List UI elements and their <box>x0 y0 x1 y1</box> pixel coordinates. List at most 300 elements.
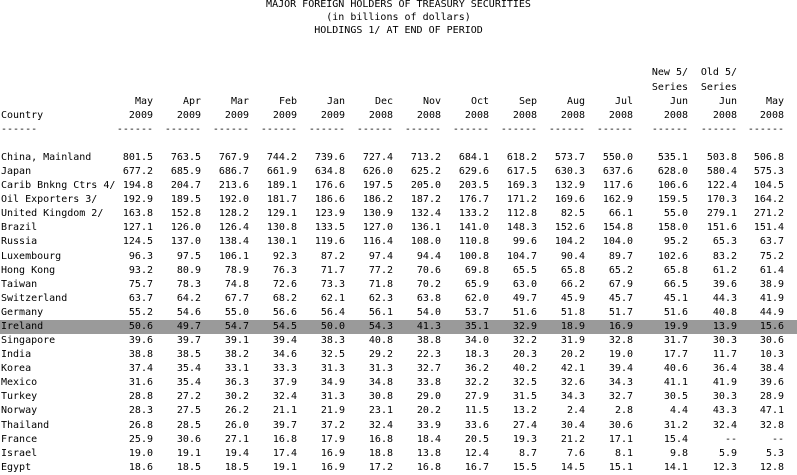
holding-value: 71.8 <box>368 279 393 290</box>
holding-value: 90.4 <box>560 251 585 262</box>
holding-value: 38.8 <box>128 349 153 360</box>
column-header-rule: ------ <box>356 124 393 135</box>
holding-value: 104.7 <box>506 251 537 262</box>
holding-value: 169.3 <box>506 180 537 191</box>
holding-value: 80.9 <box>176 265 201 276</box>
holding-value: 40.6 <box>663 363 688 374</box>
holding-value: 25.9 <box>128 434 153 445</box>
holding-value: 550.0 <box>602 152 633 163</box>
country-name: Oil Exporters 3/ <box>1 194 98 205</box>
country-name: Carib Bnkng Ctrs 4/ <box>1 180 116 191</box>
holding-value: 65.5 <box>512 265 537 276</box>
holding-value: 40.8 <box>712 307 737 318</box>
column-year-header: 2008 <box>759 110 784 121</box>
holding-value: 69.8 <box>464 265 489 276</box>
holding-value: 17.4 <box>272 448 297 459</box>
holding-value: 26.0 <box>224 420 249 431</box>
column-header-rule: ------ <box>700 124 737 135</box>
holding-value: 181.7 <box>266 194 297 205</box>
holding-value: 677.2 <box>122 166 153 177</box>
holding-value: 33.9 <box>416 420 441 431</box>
holding-value: 32.8 <box>608 335 633 346</box>
holding-value: 29.0 <box>416 391 441 402</box>
holding-value: 189.5 <box>170 194 201 205</box>
column-month-header: Apr <box>182 96 201 107</box>
holding-value: 19.0 <box>608 349 633 360</box>
holding-value: 39.7 <box>176 335 201 346</box>
table-row <box>0 461 797 475</box>
table-row <box>0 193 797 207</box>
holding-value: 21.1 <box>272 405 297 416</box>
holding-value: 18.8 <box>368 448 393 459</box>
holding-value: 49.7 <box>512 293 537 304</box>
holding-value: 171.2 <box>506 194 537 205</box>
holding-value: 106.1 <box>218 251 249 262</box>
holding-value: 55.2 <box>128 307 153 318</box>
holding-value: 18.6 <box>128 462 153 473</box>
holding-value: 27.1 <box>224 434 249 445</box>
holding-value: 767.9 <box>218 152 249 163</box>
holding-value: 55.0 <box>224 307 249 318</box>
holding-value: 47.1 <box>759 405 784 416</box>
holding-value: 39.6 <box>128 335 153 346</box>
column-header-rule: ------ <box>164 124 201 135</box>
holding-value: 16.8 <box>416 462 441 473</box>
table-row <box>0 419 797 433</box>
holding-value: 37.4 <box>128 363 153 374</box>
holding-value: 65.9 <box>464 279 489 290</box>
holding-value: 163.8 <box>122 208 153 219</box>
holding-value: 30.6 <box>608 420 633 431</box>
holding-value: 119.6 <box>314 236 345 247</box>
holding-value: 106.6 <box>657 180 688 191</box>
holding-value: 141.0 <box>458 222 489 233</box>
holding-value: 56.1 <box>368 307 393 318</box>
holding-value: 11.5 <box>464 405 489 416</box>
holding-value: 93.2 <box>128 265 153 276</box>
table-row <box>0 292 797 306</box>
holding-value: 68.2 <box>272 293 297 304</box>
country-name: Germany <box>1 307 44 318</box>
column-month-header: May <box>134 96 153 107</box>
holding-value: 133.2 <box>458 208 489 219</box>
column-year-header: 2008 <box>663 110 688 121</box>
holding-value: 44.3 <box>712 293 737 304</box>
holding-value: 13.2 <box>512 405 537 416</box>
holding-value: 16.8 <box>368 434 393 445</box>
table-row <box>0 151 797 165</box>
holding-value: 65.2 <box>608 265 633 276</box>
holding-value: 127.0 <box>362 222 393 233</box>
holding-value: 5.9 <box>718 448 737 459</box>
holding-value: 26.2 <box>224 405 249 416</box>
holding-value: 30.6 <box>759 335 784 346</box>
column-month-header: Aug <box>566 96 585 107</box>
column-year-header: 2008 <box>560 110 585 121</box>
country-name: Israel <box>1 448 38 459</box>
holding-value: 16.7 <box>464 462 489 473</box>
holding-value: 17.2 <box>368 462 393 473</box>
holding-value: 28.8 <box>128 391 153 402</box>
holding-value: 630.3 <box>554 166 585 177</box>
holding-value: 580.4 <box>706 166 737 177</box>
table-row <box>0 320 797 334</box>
holding-value: 22.3 <box>416 349 441 360</box>
country-name: Turkey <box>1 391 38 402</box>
holding-value: 203.5 <box>458 180 489 191</box>
holding-value: 33.1 <box>224 363 249 374</box>
holding-value: 34.0 <box>464 335 489 346</box>
holding-value: 176.6 <box>314 180 345 191</box>
holding-value: 41.9 <box>712 377 737 388</box>
holding-value: 7.6 <box>566 448 585 459</box>
holding-value: 54.3 <box>368 321 393 332</box>
holding-value: 61.2 <box>712 265 737 276</box>
holding-value: 34.8 <box>368 377 393 388</box>
holding-value: 152.6 <box>554 222 585 233</box>
holding-value: 39.4 <box>608 363 633 374</box>
column-year-header: 2008 <box>608 110 633 121</box>
holding-value: 32.2 <box>464 377 489 388</box>
column-month-header: Mar <box>230 96 249 107</box>
holding-value: 19.1 <box>272 462 297 473</box>
holding-value: 32.7 <box>416 363 441 374</box>
country-name: Thailand <box>1 420 50 431</box>
holding-value: 573.7 <box>554 152 585 163</box>
column-series-label: Series <box>700 82 737 93</box>
column-series-label: Series <box>651 82 688 93</box>
holding-value: 15.1 <box>608 462 633 473</box>
holding-value: 97.4 <box>368 251 393 262</box>
holding-value: 18.5 <box>176 462 201 473</box>
holding-value: 11.7 <box>712 349 737 360</box>
holding-value: 170.3 <box>706 194 737 205</box>
holding-value: 189.1 <box>266 180 297 191</box>
holding-value: 54.0 <box>416 307 441 318</box>
holding-value: 30.5 <box>663 391 688 402</box>
holding-value: 126.4 <box>218 222 249 233</box>
column-month-header: May <box>765 96 784 107</box>
holding-value: 685.9 <box>170 166 201 177</box>
holding-value: 104.2 <box>554 236 585 247</box>
holding-value: 28.5 <box>176 420 201 431</box>
column-month-header: Jul <box>614 96 633 107</box>
holding-value: 684.1 <box>458 152 489 163</box>
holding-value: 31.6 <box>128 377 153 388</box>
holding-value: 13.9 <box>712 321 737 332</box>
holding-value: 151.4 <box>753 222 784 233</box>
holding-value: 38.2 <box>224 349 249 360</box>
holding-value: 78.9 <box>224 265 249 276</box>
holding-value: 66.1 <box>608 208 633 219</box>
holding-value: 66.2 <box>560 279 585 290</box>
holding-value: 43.3 <box>712 405 737 416</box>
holding-value: 151.6 <box>706 222 737 233</box>
holding-value: 45.9 <box>560 293 585 304</box>
holding-value: 39.6 <box>712 279 737 290</box>
holding-value: 194.8 <box>122 180 153 191</box>
holding-value: -- <box>771 434 784 445</box>
holding-value: 629.6 <box>458 166 489 177</box>
holding-value: 102.6 <box>657 251 688 262</box>
holding-value: 40.2 <box>512 363 537 374</box>
holding-value: 87.2 <box>320 251 345 262</box>
holding-value: 152.8 <box>170 208 201 219</box>
holding-value: 36.4 <box>712 363 737 374</box>
holding-value: 136.1 <box>410 222 441 233</box>
holding-value: 65.8 <box>560 265 585 276</box>
holding-value: 213.6 <box>218 180 249 191</box>
holding-value: 12.4 <box>464 448 489 459</box>
holding-value: 14.5 <box>560 462 585 473</box>
table-row <box>0 334 797 348</box>
table-row <box>0 179 797 193</box>
table-row <box>0 376 797 390</box>
country-name: Brazil <box>1 222 38 233</box>
holding-value: 29.2 <box>368 349 393 360</box>
holding-value: 32.7 <box>608 391 633 402</box>
holding-value: 713.2 <box>410 152 441 163</box>
holding-value: 27.9 <box>464 391 489 402</box>
holding-value: 32.5 <box>512 377 537 388</box>
holding-value: 67.7 <box>224 293 249 304</box>
holding-value: 2.8 <box>614 405 633 416</box>
holding-value: 15.5 <box>512 462 537 473</box>
holding-value: 63.0 <box>512 279 537 290</box>
country-name: Egypt <box>1 462 32 473</box>
table-row <box>0 278 797 292</box>
country-name: Japan <box>1 166 32 177</box>
holding-value: 176.7 <box>458 194 489 205</box>
holding-value: 51.7 <box>608 307 633 318</box>
holding-value: 637.6 <box>602 166 633 177</box>
holding-value: 45.7 <box>608 293 633 304</box>
holding-value: 21.2 <box>560 434 585 445</box>
holding-value: 32.4 <box>368 420 393 431</box>
table-row <box>0 306 797 320</box>
country-name: Russia <box>1 236 38 247</box>
column-header-rule: ------ <box>212 124 249 135</box>
holding-value: 26.8 <box>128 420 153 431</box>
holding-value: 138.4 <box>218 236 249 247</box>
holding-value: 70.2 <box>416 279 441 290</box>
holding-value: 77.2 <box>368 265 393 276</box>
holding-value: 617.5 <box>506 166 537 177</box>
holding-value: 95.2 <box>663 236 688 247</box>
holding-value: 54.5 <box>272 321 297 332</box>
table-row <box>0 447 797 461</box>
holding-value: 97.5 <box>176 251 201 262</box>
column-month-header: Sep <box>518 96 537 107</box>
holding-value: 130.8 <box>266 222 297 233</box>
holding-value: 626.0 <box>362 166 393 177</box>
column-month-header: Jun <box>669 96 688 107</box>
holding-value: 16.9 <box>320 448 345 459</box>
holding-value: 66.5 <box>663 279 688 290</box>
holding-value: 122.4 <box>706 180 737 191</box>
holding-value: 32.4 <box>712 420 737 431</box>
holding-value: 32.2 <box>512 335 537 346</box>
holding-value: 100.8 <box>458 251 489 262</box>
holding-value: 31.3 <box>320 363 345 374</box>
column-month-header: Oct <box>470 96 489 107</box>
holding-value: 56.6 <box>272 307 297 318</box>
holding-value: 15.6 <box>759 321 784 332</box>
holding-value: 30.3 <box>712 391 737 402</box>
holding-value: 30.8 <box>368 391 393 402</box>
holding-value: 197.5 <box>362 180 393 191</box>
holding-value: 32.9 <box>512 321 537 332</box>
holding-value: 33.6 <box>464 420 489 431</box>
holding-value: 112.8 <box>506 208 537 219</box>
country-column-header: Country <box>1 110 44 121</box>
holding-value: 10.3 <box>759 349 784 360</box>
column-header-rule: ------ <box>596 124 633 135</box>
column-month-header: Feb <box>278 96 297 107</box>
table-row <box>0 390 797 404</box>
holding-value: 130.1 <box>266 236 297 247</box>
column-header-rule: ------ <box>548 124 585 135</box>
holding-value: 34.9 <box>320 377 345 388</box>
holding-value: 187.2 <box>410 194 441 205</box>
holding-value: 45.1 <box>663 293 688 304</box>
holding-value: 62.1 <box>320 293 345 304</box>
holding-value: 16.9 <box>608 321 633 332</box>
holding-value: 39.6 <box>759 377 784 388</box>
holding-value: 117.6 <box>602 180 633 191</box>
country-name: Korea <box>1 363 32 374</box>
column-year-header: 2008 <box>368 110 393 121</box>
holding-value: 18.3 <box>464 349 489 360</box>
holding-value: 20.3 <box>512 349 537 360</box>
country-header-rule: ------ <box>1 124 38 135</box>
column-year-header: 2009 <box>224 110 249 121</box>
holding-value: 82.5 <box>560 208 585 219</box>
holding-value: 73.3 <box>320 279 345 290</box>
holding-value: 32.6 <box>560 377 585 388</box>
holding-value: 205.0 <box>410 180 441 191</box>
holding-value: 31.7 <box>663 335 688 346</box>
table-row <box>0 362 797 376</box>
holding-value: 744.2 <box>266 152 297 163</box>
holding-value: 628.0 <box>657 166 688 177</box>
holding-value: 63.7 <box>128 293 153 304</box>
country-name: Taiwan <box>1 279 38 290</box>
holding-value: 51.6 <box>512 307 537 318</box>
holding-value: 72.6 <box>272 279 297 290</box>
document-subtitle-units: (in billions of dollars) <box>326 12 471 23</box>
holding-value: 27.2 <box>176 391 201 402</box>
holding-value: 661.9 <box>266 166 297 177</box>
holding-value: 12.8 <box>759 462 784 473</box>
column-year-header: 2008 <box>512 110 537 121</box>
holding-value: 162.9 <box>602 194 633 205</box>
holding-value: 37.2 <box>320 420 345 431</box>
holding-value: 31.2 <box>663 420 688 431</box>
column-year-header: 2009 <box>128 110 153 121</box>
holding-value: 32.4 <box>272 391 297 402</box>
holding-value: 110.8 <box>458 236 489 247</box>
country-name: Mexico <box>1 377 38 388</box>
holding-value: 16.8 <box>272 434 297 445</box>
country-name: France <box>1 434 38 445</box>
country-name: Singapore <box>1 335 56 346</box>
column-header-rule: ------ <box>452 124 489 135</box>
holding-value: 19.0 <box>128 448 153 459</box>
holding-value: 36.2 <box>464 363 489 374</box>
holding-value: 126.0 <box>170 222 201 233</box>
column-month-header: Nov <box>422 96 441 107</box>
holding-value: 31.9 <box>560 335 585 346</box>
holding-value: 618.2 <box>506 152 537 163</box>
holding-value: 4.4 <box>669 405 688 416</box>
holding-value: 64.2 <box>176 293 201 304</box>
holding-value: 54.6 <box>176 307 201 318</box>
column-year-header: 2008 <box>712 110 737 121</box>
holding-value: 186.2 <box>362 194 393 205</box>
country-name: China, Mainland <box>1 152 92 163</box>
holding-value: 83.2 <box>712 251 737 262</box>
holding-value: 71.7 <box>320 265 345 276</box>
column-header-rule: ------ <box>116 124 153 135</box>
holding-value: 506.8 <box>753 152 784 163</box>
holding-value: 124.5 <box>122 236 153 247</box>
table-row <box>0 404 797 418</box>
holding-value: 133.5 <box>314 222 345 233</box>
holding-value: 75.7 <box>128 279 153 290</box>
holding-value: 32.5 <box>320 349 345 360</box>
holding-value: 51.6 <box>663 307 688 318</box>
holding-value: 132.9 <box>554 180 585 191</box>
holding-value: 55.0 <box>663 208 688 219</box>
holding-value: 27.5 <box>176 405 201 416</box>
holding-value: 51.8 <box>560 307 585 318</box>
holding-value: 50.6 <box>128 321 153 332</box>
holding-value: 39.4 <box>272 335 297 346</box>
country-name: India <box>1 349 32 360</box>
column-header-rule: ------ <box>308 124 345 135</box>
holding-value: 127.1 <box>122 222 153 233</box>
holding-value: 70.6 <box>416 265 441 276</box>
holding-value: 15.4 <box>663 434 688 445</box>
holding-value: 27.4 <box>512 420 537 431</box>
holding-value: 625.2 <box>410 166 441 177</box>
holding-value: 23.1 <box>368 405 393 416</box>
holding-value: 279.1 <box>706 208 737 219</box>
holding-value: 41.9 <box>759 293 784 304</box>
holding-value: 17.7 <box>663 349 688 360</box>
holding-value: 38.8 <box>416 335 441 346</box>
holding-value: 8.7 <box>518 448 537 459</box>
holding-value: 30.6 <box>176 434 201 445</box>
holding-value: 104.5 <box>753 180 784 191</box>
holding-value: 128.2 <box>218 208 249 219</box>
holding-value: 94.4 <box>416 251 441 262</box>
table-row <box>0 165 797 179</box>
holding-value: 20.2 <box>560 349 585 360</box>
holding-value: 18.4 <box>416 434 441 445</box>
holding-value: 154.8 <box>602 222 633 233</box>
holding-value: 763.5 <box>170 152 201 163</box>
holding-value: 36.3 <box>224 377 249 388</box>
holding-value: 54.7 <box>224 321 249 332</box>
holding-value: 13.8 <box>416 448 441 459</box>
holding-value: 132.4 <box>410 208 441 219</box>
holding-value: 535.1 <box>657 152 688 163</box>
holding-value: 65.8 <box>663 265 688 276</box>
holding-value: 164.2 <box>753 194 784 205</box>
country-name: Switzerland <box>1 293 68 304</box>
